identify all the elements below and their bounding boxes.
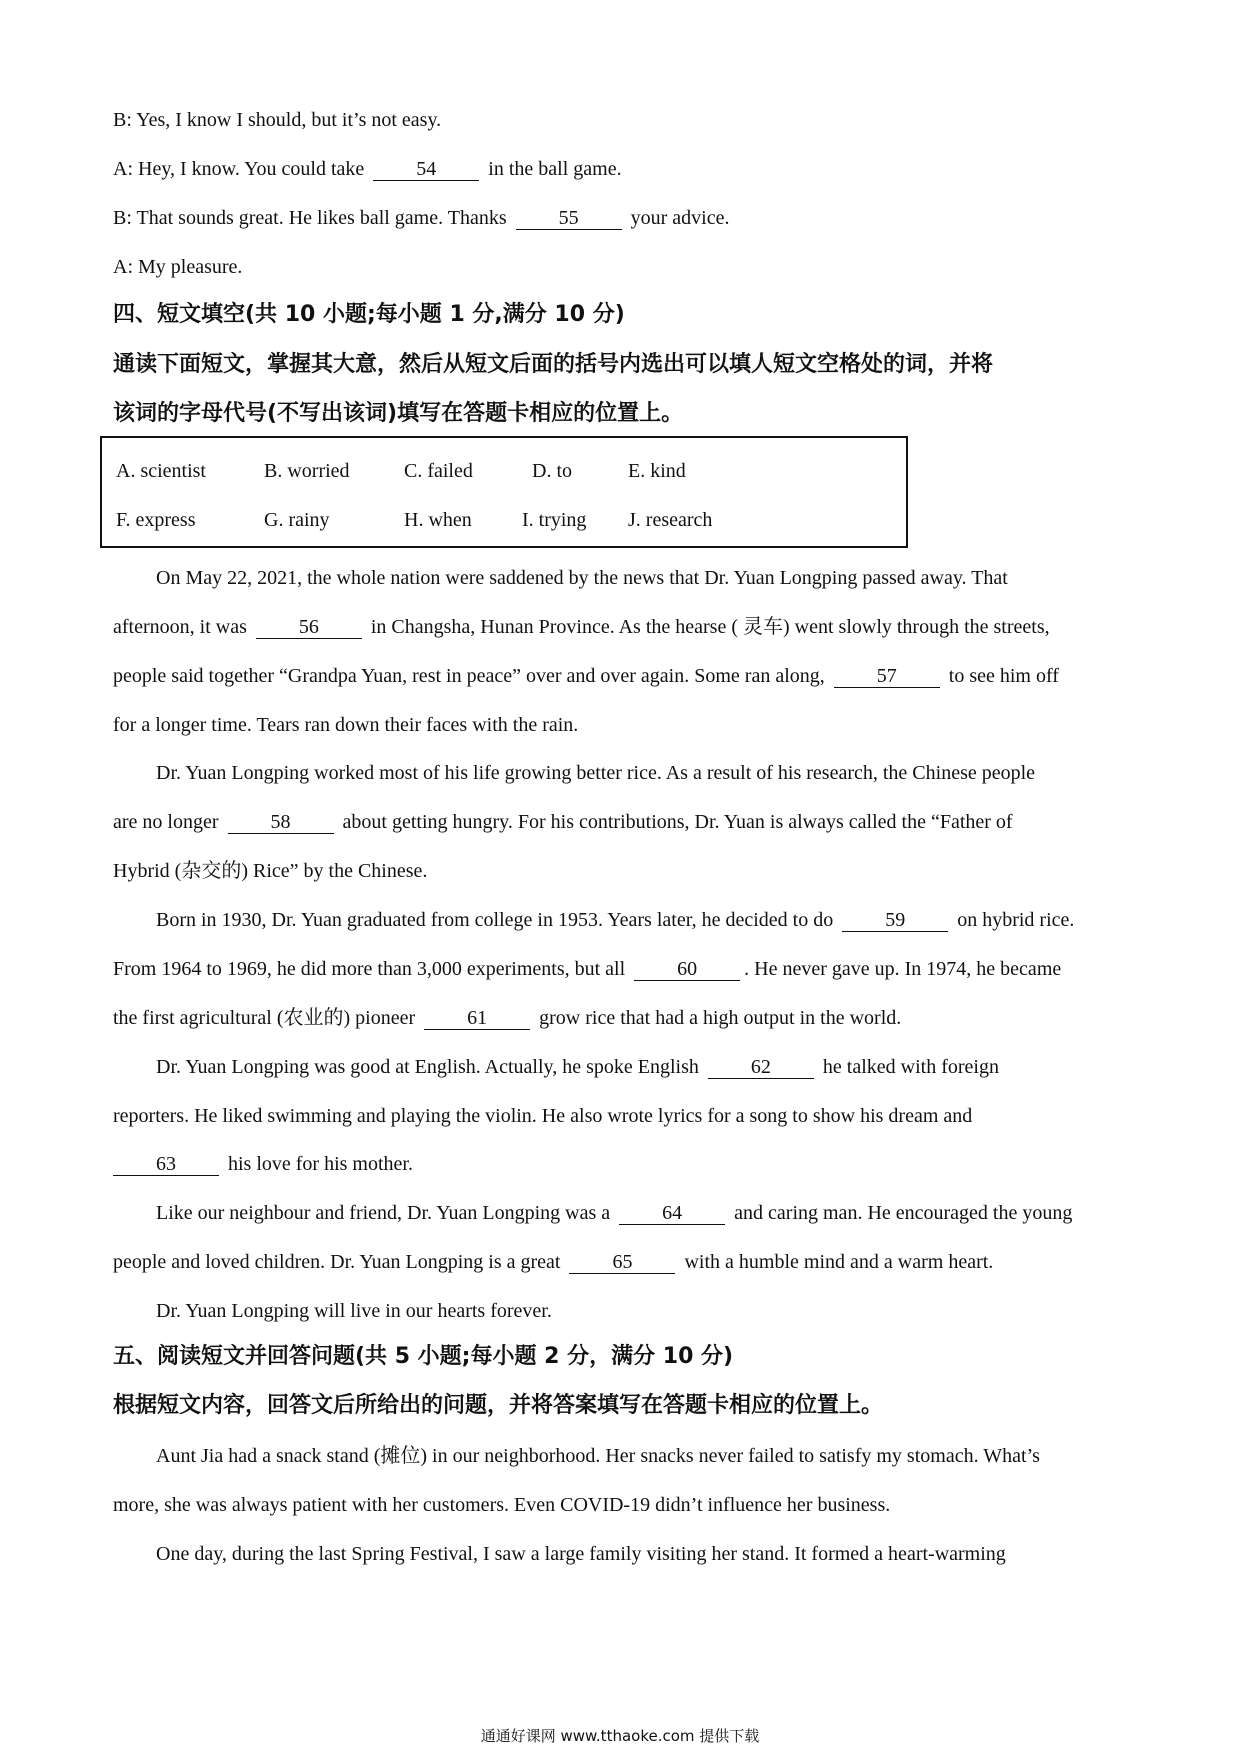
passage-text: Dr. Yuan Longping will live in our hearts forever. — [156, 1300, 552, 1322]
passage-line — [113, 614, 1050, 640]
passage-text: with a humble mind and a warm heart. — [684, 1251, 994, 1273]
option-i: I. trying — [522, 509, 587, 531]
passage-line — [156, 907, 1074, 933]
reading-text: more, she was always patient with her customers. Even COVID-19 didn’t influence her business. — [113, 1494, 891, 1516]
answer-blank-62: 62 — [708, 1056, 814, 1079]
page-footer: 通通好课网 www.tthaoke.com 提供下载 — [480, 1727, 760, 1745]
passage-line — [113, 809, 1013, 835]
section-4-instruction-line-2: 该词的字母代号(不写出该词)填写在答题卡相应的位置上。 — [113, 401, 684, 426]
passage-text: to see him off — [948, 665, 1059, 687]
section-5-instruction: 根据短文内容，回答文后所给出的问题，并将答案填写在答题卡相应的位置上。 — [113, 1393, 884, 1418]
passage-text: . He never gave up. In 1974, he became — [744, 958, 1062, 980]
option-c: C. failed — [404, 460, 473, 482]
passage-line — [113, 1151, 413, 1177]
option-f: F. express — [116, 509, 196, 531]
reading-text: One day, during the last Spring Festival, I saw a large family visiting her stand. It formed a heart-warming — [156, 1543, 1006, 1565]
reading-line — [156, 1541, 1006, 1567]
passage-line — [113, 663, 1059, 689]
dialogue-line-a2 — [113, 254, 242, 280]
passage-text: and caring man. He encouraged the young — [734, 1202, 1073, 1224]
dialogue-text: your advice. — [630, 207, 730, 229]
passage-text: Dr. Yuan Longping worked most of his life growing better rice. As a result of his research, the Chinese people — [156, 762, 1036, 784]
passage-text: for a longer time. Tears ran down their faces with the rain. — [113, 714, 579, 736]
section-4-title: 四、短文填空(共 10 小题;每小题 1 分,满分 10 分) — [113, 302, 625, 327]
option-d: D. to — [532, 460, 572, 482]
passage-text: On May 22, 2021, the whole nation were saddened by the news that Dr. Yuan Longping passed away. That — [156, 567, 1008, 589]
section-4-instruction-line-1: 通读下面短文，掌握其大意，然后从短文后面的括号内选出可以填人短文空格处的词，并将 — [113, 352, 994, 377]
answer-blank-64: 64 — [619, 1202, 725, 1225]
dialogue-text: B: Yes, I know I should, but it’s not easy. — [113, 109, 442, 131]
passage-line — [156, 1200, 1072, 1226]
answer-blank-57: 57 — [834, 665, 940, 688]
passage-text: reporters. He liked swimming and playing the violin. He also wrote lyrics for a song to show his dream and — [113, 1105, 973, 1127]
answer-blank-59: 59 — [842, 909, 948, 932]
passage-text: Hybrid (杂交的) Rice” by the Chinese. — [113, 860, 428, 882]
answer-blank-65: 65 — [569, 1251, 675, 1274]
dialogue-text: A: My pleasure. — [113, 256, 243, 278]
answer-blank-60: 60 — [634, 958, 740, 981]
answer-blank-58: 58 — [228, 811, 334, 834]
passage-text: he talked with foreign — [822, 1056, 999, 1078]
option-g: G. rainy — [264, 509, 330, 531]
passage-line — [113, 956, 1061, 982]
passage-line — [113, 858, 427, 884]
passage-text: on hybrid rice. — [957, 909, 1075, 931]
option-h: H. when — [404, 509, 472, 531]
option-a: A. scientist — [116, 460, 206, 482]
section-5-title: 五、阅读短文并回答问题(共 5 小题;每小题 2 分，满分 10 分) — [113, 1344, 734, 1369]
option-b: B. worried — [264, 460, 350, 482]
dialogue-text: in the ball game. — [488, 158, 622, 180]
answer-blank-63: 63 — [113, 1153, 219, 1176]
dialogue-line-a1 — [113, 156, 622, 182]
passage-text: Like our neighbour and friend, Dr. Yuan Longping was a — [156, 1202, 611, 1224]
dialogue-text: B: That sounds great. He likes ball game. Thanks — [113, 207, 507, 229]
option-j: J. research — [628, 509, 713, 531]
passage-text: Dr. Yuan Longping was good at English. Actually, he spoke English — [156, 1056, 699, 1078]
passage-line — [113, 1103, 972, 1129]
passage-text: afternoon, it was — [113, 616, 247, 638]
passage-text: in Changsha, Hunan Province. As the hearse ( 灵车) went slowly through the streets, — [370, 616, 1050, 638]
passage-text: about getting hungry. For his contributions, Dr. Yuan is always called the “Father of — [342, 811, 1013, 833]
passage-text: Born in 1930, Dr. Yuan graduated from college in 1953. Years later, he decided to do — [156, 909, 834, 931]
answer-blank-56: 56 — [256, 616, 362, 639]
reading-line — [156, 1443, 1040, 1469]
passage-line — [156, 1054, 999, 1080]
passage-line — [156, 1298, 552, 1324]
passage-text: are no longer — [113, 811, 219, 833]
reading-line — [113, 1492, 890, 1518]
passage-text: people and loved children. Dr. Yuan Longping is a great — [113, 1251, 561, 1273]
reading-text: Aunt Jia had a snack stand (摊位) in our neighborhood. Her snacks never failed to satisfy my stomach. What’s — [156, 1445, 1040, 1467]
passage-text: From 1964 to 1969, he did more than 3,000 experiments, but all — [113, 958, 626, 980]
passage-text: his love for his mother. — [228, 1153, 413, 1175]
passage-line — [113, 712, 578, 738]
dialogue-line-b1 — [113, 107, 441, 133]
passage-line — [156, 565, 1008, 591]
answer-blank-55: 55 — [516, 207, 622, 230]
dialogue-text: A: Hey, I know. You could take — [113, 158, 365, 180]
answer-blank-61: 61 — [424, 1007, 530, 1030]
option-e: E. kind — [628, 460, 686, 482]
passage-line — [113, 1249, 993, 1275]
passage-line — [156, 760, 1035, 786]
answer-blank-54: 54 — [373, 158, 479, 181]
dialogue-line-b2 — [113, 205, 730, 231]
passage-text: grow rice that had a high output in the world. — [539, 1007, 902, 1029]
passage-line — [113, 1005, 901, 1031]
word-bank-box — [100, 436, 908, 548]
passage-text: the first agricultural (农业的) pioneer — [113, 1007, 416, 1029]
passage-text: people said together “Grandpa Yuan, rest in peace” over and over again. Some ran along, — [113, 665, 825, 687]
